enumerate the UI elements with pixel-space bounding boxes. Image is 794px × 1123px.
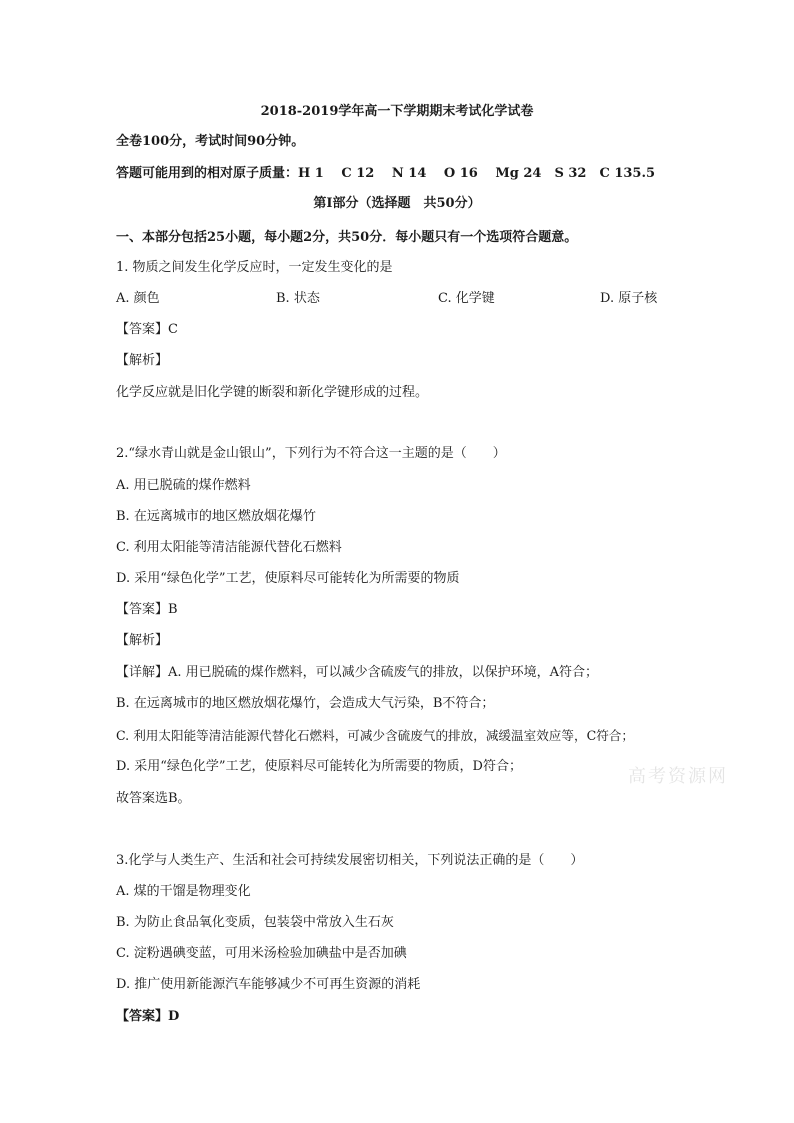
q3-option-b: B. 为防止食品氧化变质，包装袋中常放入生石灰 [116,915,394,930]
score-time-note: 全卷100分，考试时间90分钟。 [116,134,305,149]
q3-answer: 【答案】D [116,1009,180,1024]
q2-answer: 【答案】B [116,602,178,617]
q2-option-b: B. 在远离城市的地区燃放烟花爆竹 [116,509,316,524]
q1-option-a: A. 颜色 [116,291,160,306]
q1-option-b: B. 状态 [276,291,320,306]
q1-stem: 1. 物质之间发生化学反应时，一定发生变化的是 [116,260,393,275]
q1-analysis-label: 【解析】 [116,353,169,368]
part1-heading: 第I部分（选择题 共50分） [313,196,481,211]
q2-stem: 2.“绿水青山就是金山银山”，下列行为不符合这一主题的是（ ） [116,446,506,461]
q1-analysis: 化学反应就是旧化学键的断裂和新化学键形成的过程。 [116,385,429,400]
q2-conclusion: 故答案选B。 [116,791,191,806]
q2-option-c: C. 利用太阳能等清洁能源代替化石燃料 [116,540,342,555]
q2-detail-1: 【详解】A. 用已脱硫的煤作燃料，可以减少含硫废气的排放，以保护环境，A符合； [116,665,599,680]
q2-option-a: A. 用已脱硫的煤作燃料 [116,478,251,493]
q2-analysis-label: 【解析】 [116,633,169,648]
part1-instruction: 一、本部分包括25小题，每小题2分，共50分．每小题只有一个选项符合题意。 [116,230,578,245]
q1-option-d: D. 原子核 [600,291,658,306]
q1-answer: 【答案】C [116,322,178,337]
q3-option-d: D. 推广使用新能源汽车能够减少不可再生资源的消耗 [116,977,421,992]
exam-title: 2018-2019学年高一下学期期末考试化学试卷 [260,104,534,119]
q2-option-d: D. 采用“绿色化学”工艺，使原料尽可能转化为所需要的物质 [116,571,460,586]
q3-stem: 3.化学与人类生产、生活和社会可持续发展密切相关，下列说法正确的是（ ） [116,853,584,868]
atomic-mass-note: 答题可能用到的相对原子质量：H 1 C 12 N 14 O 16 Mg 24 S 32 C 135.5 [116,166,656,181]
q2-detail-2: B. 在远离城市的地区燃放烟花爆竹，会造成大气污染，B不符合； [116,696,495,711]
q3-option-c: C. 淀粉遇碘变蓝，可用米汤检验加碘盐中是否加碘 [116,946,407,961]
q2-detail-3: C. 利用太阳能等清洁能源代替化石燃料，可减少含硫废气的排放，减缓温室效应等，C符合； [116,728,634,743]
q2-detail-4: D. 采用“绿色化学”工艺，使原料尽可能转化为所需要的物质，D符合； [116,759,522,774]
q3-option-a: A. 煤的干馏是物理变化 [116,884,251,899]
watermark-text: 高考资源网 [628,766,728,787]
q1-option-c: C. 化学键 [438,291,495,306]
